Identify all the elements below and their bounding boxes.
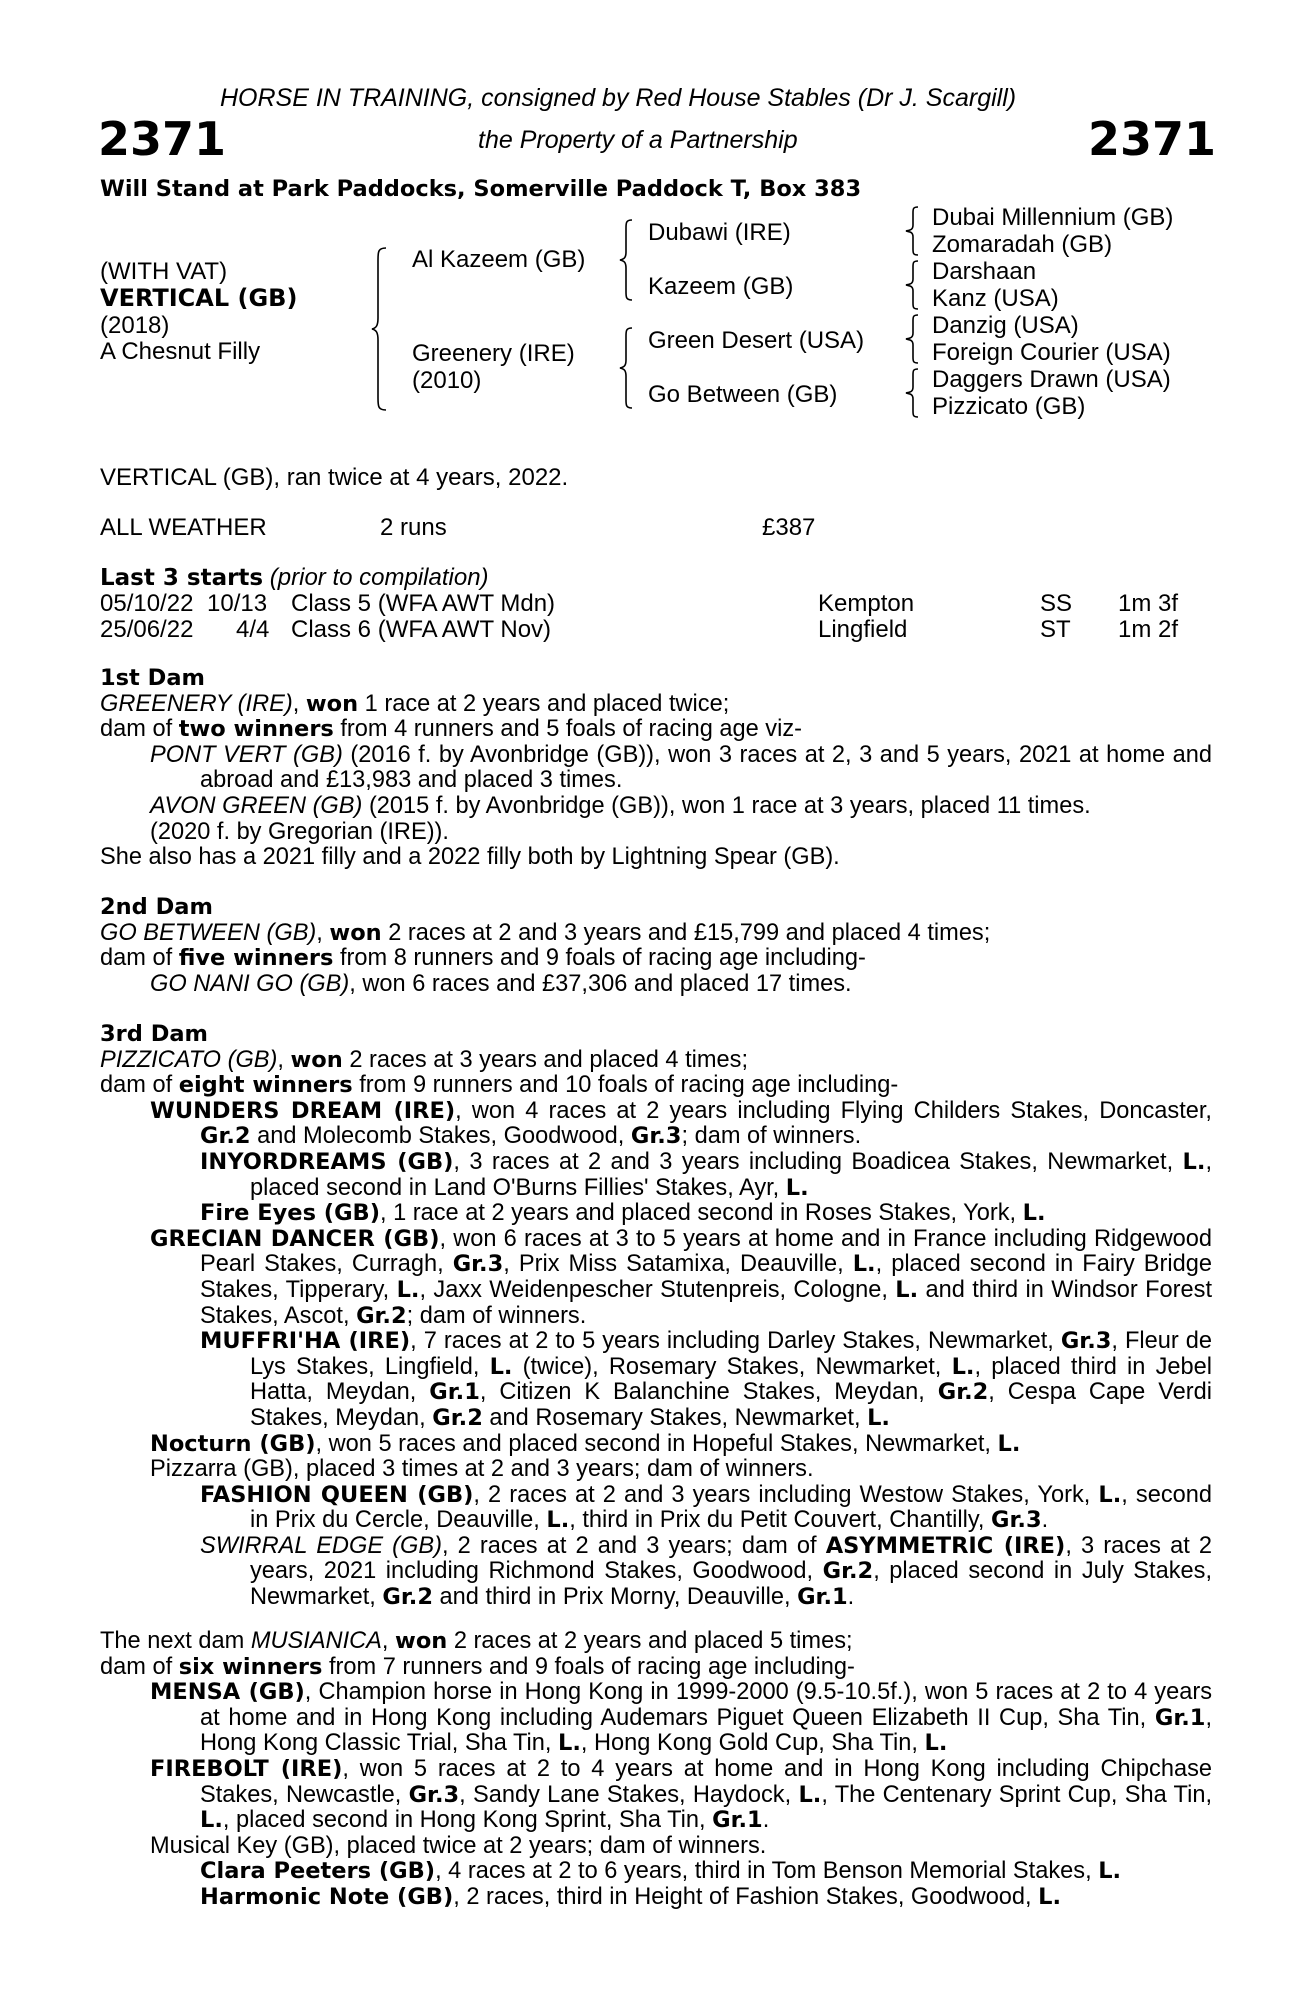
dam-year: (2010): [412, 367, 482, 394]
first-dam-section: [100, 666, 1212, 871]
produce-pizzarra: Pizzarra (GB), placed 3 times at 2 and 3 years; dam of winners.: [150, 1456, 814, 1483]
third-dam-line-1: PIZZICATO (GB), won 2 races at 3 years and placed 4 times;: [100, 1046, 749, 1073]
start-row-1-date: 05/10/22: [100, 590, 194, 617]
produce-muffriha: MUFFRI'HA (IRE), 7 races at 2 to 5 years including Darley Stakes, Newmarket, Gr.3, Fleur de Lys Stakes, Lingfield, L. (twice), Rosemary Stakes, Newmarket, L., placed third in Jebel Hatta, Meydan, Gr.1, Citizen K Balanchine Stakes, Meydan, Gr.2, Cespa Cape Verdi Stakes, Meydan, Gr.2 and Rosemary Stakes, Newmarket, L.: [200, 1328, 1213, 1431]
produce-clara-peeters: Clara Peeters (GB), 4 races at 2 to 6 years, third in Tom Benson Memorial Stakes, L.: [200, 1858, 1122, 1885]
produce-grecian-dancer: GRECIAN DANCER (GB), won 6 races at 3 to 5 years at home and in France including Ridgewood Pearl Stakes, Curragh, Gr.3, Prix Miss Satamixa, Deauville, L., placed second in Fairy Bridge Stakes, Tipperary, L., Jaxx Weidenpescher Stutenpreis, Cologne, L. and third in Windsor Forest Stakes, Ascot, Gr.2; dam of winners.: [150, 1225, 1213, 1329]
g3-ancestor-1: Dubai Millennium (GB): [932, 204, 1174, 231]
horse-year: (2018): [100, 312, 170, 339]
g3-ancestor-6: Foreign Courier (USA): [932, 339, 1171, 366]
start-row-2-going: ST: [1040, 616, 1071, 643]
lot-number-left: 2371: [98, 112, 227, 166]
start-row-1-race: Class 5 (WFA AWT Mdn): [291, 590, 556, 617]
second-dam-section: [100, 895, 1212, 997]
last-starts-title: Last 3 starts: [100, 565, 264, 591]
start-row-2-date: 25/06/22: [100, 616, 194, 643]
race-summary: VERTICAL (GB), ran twice at 4 years, 2022.: [100, 464, 569, 491]
g3-ancestor-4: Kanz (USA): [932, 285, 1059, 312]
first-dam-line-1: GREENERY (IRE), won 1 race at 2 years and placed twice;: [100, 690, 730, 717]
start-row-2-pos: 4/4: [236, 616, 270, 643]
record-surface: ALL WEATHER: [100, 514, 267, 541]
g3-ancestor-2: Zomaradah (GB): [932, 231, 1113, 258]
lot-number-right: 2371: [1088, 112, 1217, 166]
g3-ancestor-8: Pizzicato (GB): [932, 393, 1086, 420]
g3-ancestor-3: Darshaan: [932, 258, 1037, 285]
second-dam-heading: 2nd Dam: [100, 894, 213, 920]
next-dam-section: [100, 1629, 1212, 1911]
grandsire-1: Dubawi (IRE): [648, 219, 791, 246]
location-line: Will Stand at Park Paddocks, Somerville Paddock T, Box 383: [100, 176, 862, 202]
g3-brace-2: [904, 259, 920, 311]
produce-mensa: MENSA (GB), Champion horse in Hong Kong in 1999-2000 (9.5-10.5f.), won 5 races at 2 to 4 years at home and in Hong Kong including Audemars Piguet Queen Elizabeth II Cup, Sha Tin, Gr.1, Hong Kong Classic Trial, Sha Tin, L., Hong Kong Gold Cup, Sha Tin, L.: [150, 1679, 1212, 1757]
grandsire-2: Green Desert (USA): [648, 327, 865, 354]
first-dam-line-2: dam of two winners from 4 runners and 5 foals of racing age viz-: [100, 716, 802, 743]
property-line: the Property of a Partnership: [478, 126, 798, 154]
produce-nocturn: Nocturn (GB), won 5 races and placed second in Hopeful Stakes, Newmarket, L.: [150, 1430, 1021, 1457]
produce-go-nani-go: GO NANI GO (GB), won 6 races and £37,306 and placed 17 times.: [150, 970, 852, 997]
g3-brace-1: [904, 205, 920, 257]
start-row-2-race: Class 6 (WFA AWT Nov): [291, 616, 552, 643]
pedigree-brace: [370, 246, 388, 412]
third-dam-heading: 3rd Dam: [100, 1021, 208, 1047]
produce-avon-green: AVON GREEN (GB) (2015 f. by Avonbridge (GB)), won 1 race at 3 years, placed 11 times.: [150, 792, 1091, 819]
produce-note: She also has a 2021 filly and a 2022 filly both by Lightning Spear (GB).: [100, 844, 840, 871]
g3-brace-4: [904, 367, 920, 419]
produce-firebolt: FIREBOLT (IRE), won 5 races at 2 to 4 years at home and in Hong Kong including Chipchase Stakes, Newcastle, Gr.3, Sandy Lane Stakes, Haydock, L., The Centenary Sprint Cup, Sha Tin, L., placed second in Hong Kong Sprint, Sha Tin, Gr.1.: [150, 1755, 1212, 1834]
produce-musical-key: Musical Key (GB), placed twice at 2 years; dam of winners.: [150, 1832, 767, 1859]
record-prize: £387: [762, 514, 816, 541]
dam-name: Greenery (IRE): [412, 340, 575, 367]
grandam-2: Go Between (GB): [648, 381, 838, 408]
g3-ancestor-5: Danzig (USA): [932, 312, 1079, 339]
g3-ancestor-7: Daggers Drawn (USA): [932, 366, 1171, 393]
third-dam-section: [100, 1022, 1212, 1611]
start-row-1-pos: 10/13: [207, 590, 268, 617]
start-row-1-course: Kempton: [818, 590, 915, 617]
second-dam-line-1: GO BETWEEN (GB), won 2 races at 2 and 3 years and £15,799 and placed 4 times;: [100, 919, 991, 946]
last-starts-heading: [100, 564, 489, 592]
vat-note: (WITH VAT): [100, 258, 228, 285]
last-starts-note: (prior to compilation): [269, 564, 489, 591]
next-dam-line-1: The next dam MUSIANICA, won 2 races at 2 years and placed 5 times;: [100, 1628, 853, 1654]
sire-brace: [618, 218, 634, 302]
horse-description: A Chesnut Filly: [100, 338, 261, 365]
produce-fashion-queen: FASHION QUEEN (GB), 2 races at 2 and 3 years including Westow Stakes, York, L., second in Prix du Cercle, Deauville, L., third in Prix du Petit Couvert, Chantilly, Gr.3.: [200, 1481, 1212, 1534]
start-row-2-course: Lingfield: [818, 616, 908, 643]
produce-fire-eyes: Fire Eyes (GB), 1 race at 2 years and placed second in Roses Stakes, York, L.: [200, 1200, 1046, 1227]
consigned-line: HORSE IN TRAINING, consigned by Red House Stables (Dr J. Scargill): [220, 84, 1017, 112]
start-row-2-dist: 1m 2f: [1118, 616, 1179, 643]
produce-inyordreams: INYORDREAMS (GB), 3 races at 2 and 3 years including Boadicea Stakes, Newmarket, L., placed second in Land O'Burns Fillies' Stakes, Ayr, L.: [200, 1148, 1212, 1201]
produce-pont-vert: PONT VERT (GB) (2016 f. by Avonbridge (GB)), won 3 races at 2, 3 and 5 years, 2021 at home and abroad and £13,983 and placed 3 times.: [150, 741, 1213, 794]
produce-harmonic-note: Harmonic Note (GB), 2 races, third in Height of Fashion Stakes, Goodwood, L.: [200, 1883, 1062, 1910]
horse-name: VERTICAL (GB): [100, 284, 298, 312]
sire-name: Al Kazeem (GB): [412, 246, 586, 273]
record-runs: 2 runs: [380, 514, 447, 541]
third-dam-line-2: dam of eight winners from 9 runners and 10 foals of racing age including-: [100, 1072, 899, 1099]
start-row-1-going: SS: [1040, 590, 1073, 617]
first-dam-heading: 1st Dam: [100, 665, 205, 691]
next-dam-line-2: dam of six winners from 7 runners and 9 foals of racing age including-: [100, 1653, 855, 1680]
g3-brace-3: [904, 313, 920, 365]
grandam-1: Kazeem (GB): [648, 273, 794, 300]
dam-brace: [618, 326, 634, 410]
produce-wunders-dream: WUNDERS DREAM (IRE), won 4 races at 2 years including Flying Childers Stakes, Doncaster, Gr.2 and Molecomb Stakes, Goodwood, Gr.3; dam of winners.: [150, 1097, 1212, 1150]
produce-swirral-edge: SWIRRAL EDGE (GB), 2 races at 2 and 3 years; dam of ASYMMETRIC (IRE), 3 races at 2 years, 2021 including Richmond Stakes, Goodwood, Gr.2, placed second in July Stakes, Newmarket, Gr.2 and third in Prix Morny, Deauville, Gr.1.: [200, 1532, 1212, 1611]
second-dam-line-2: dam of five winners from 8 runners and 9 foals of racing age including-: [100, 945, 866, 972]
start-row-1-dist: 1m 3f: [1118, 590, 1179, 617]
produce-2020: (2020 f. by Gregorian (IRE)).: [150, 818, 449, 845]
